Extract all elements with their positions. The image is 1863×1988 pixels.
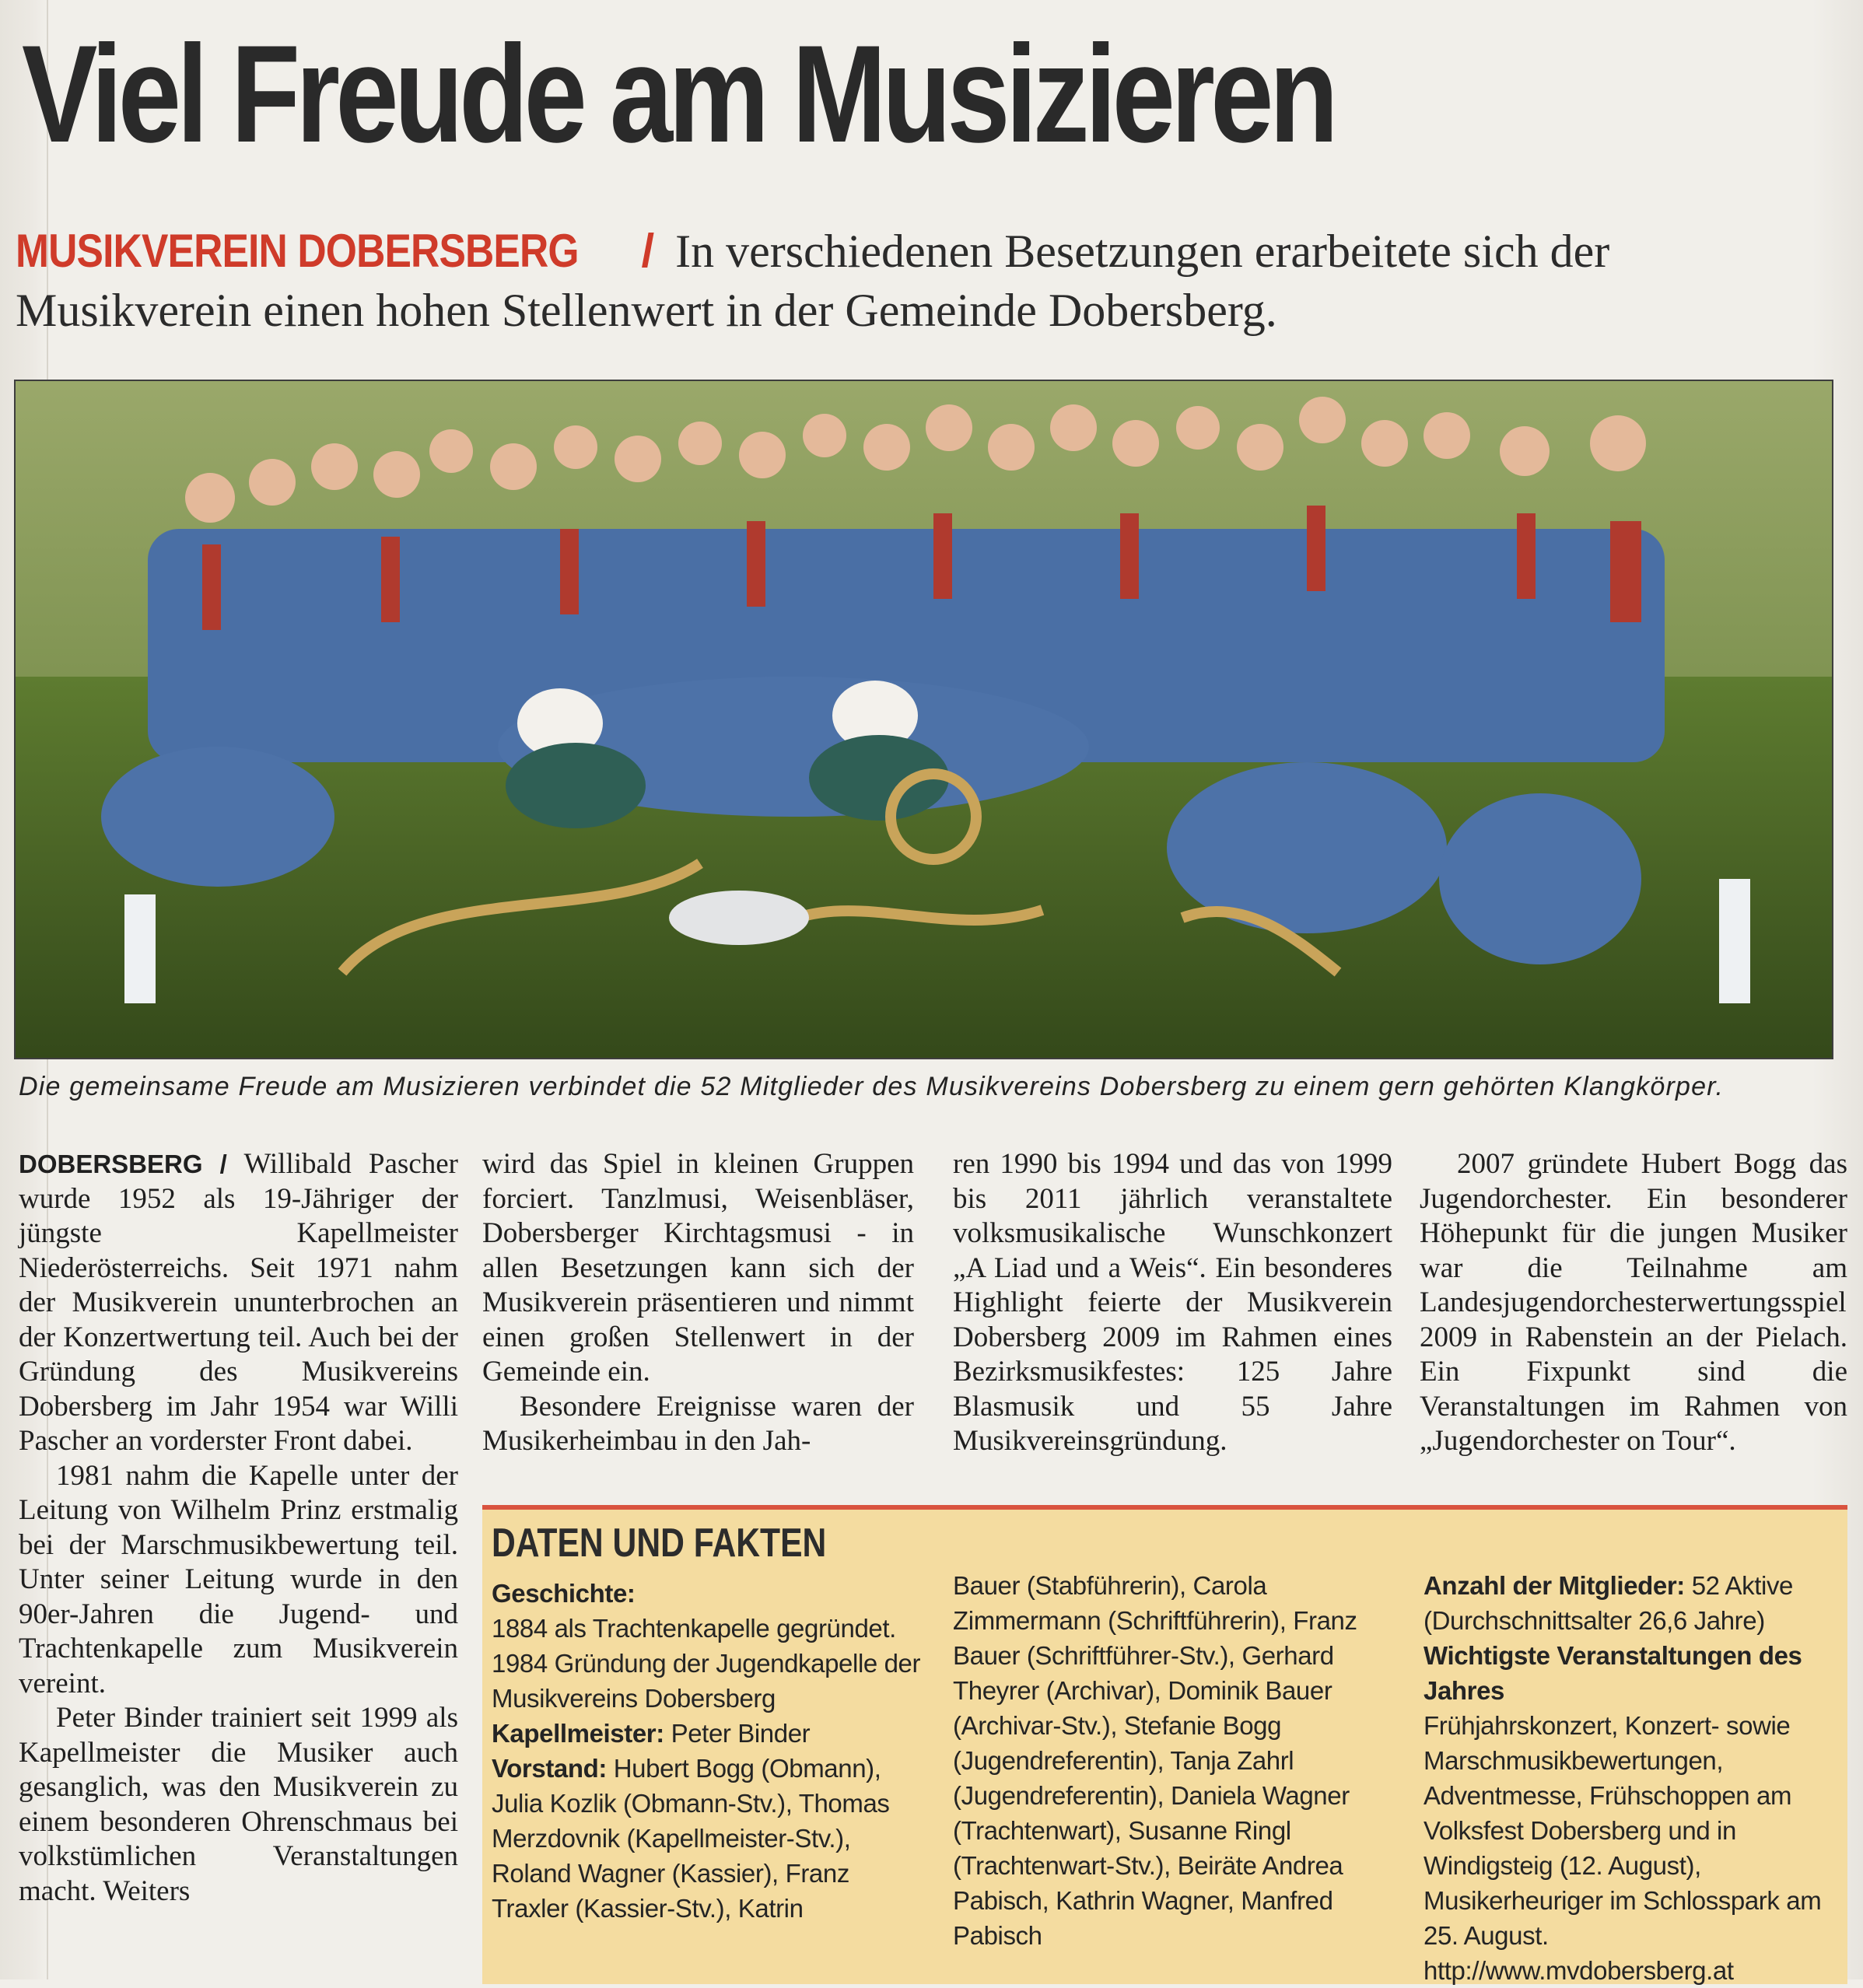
article-column-1 bbox=[19, 1147, 458, 1909]
article-column-3 bbox=[953, 1147, 1392, 1459]
article-paragraph: Besondere Ereignisse waren der Musikerheimbau in den Jah- bbox=[482, 1390, 914, 1457]
kapellmeister-label: Kapellmeister: bbox=[492, 1719, 664, 1748]
photo-illustration bbox=[16, 381, 1832, 1058]
article-column-2 bbox=[482, 1147, 914, 1459]
drum bbox=[669, 891, 809, 945]
photo-caption: Die gemeinsame Freude am Musizieren verbindet die 52 Mitglieder des Musikvereins Dobersberg zu einem gern gehörten Klangkörper. bbox=[19, 1072, 1725, 1101]
vorstand-label: Vorstand: bbox=[492, 1754, 607, 1783]
facts-title: DATEN UND FAKTEN bbox=[492, 1521, 827, 1566]
article-paragraph: Willibald Pascher wurde 1952 als 19-Jähriger der jüngste Kapellmeister Niederösterreichs. Seit 1971 nahm der Musikverein ununterbrochen an der Konzertwertung teil. Auch bei der Gründung des Musikvereins Dobersberg im Jahr 1954 war Willi Pascher an vorderster Front dabei. bbox=[19, 1148, 458, 1457]
article-column-4 bbox=[1420, 1147, 1847, 1459]
group-photo bbox=[14, 380, 1833, 1059]
geschichte-entry: 1884 als Trachtenkapelle gegründet. bbox=[492, 1614, 896, 1643]
geschichte-entry: 1984 Gründung der Jugendkapelle der Musikvereins Dobersberg bbox=[492, 1649, 921, 1713]
article-paragraph: wird das Spiel in kleinen Gruppen forciert. Tanzlmusi, Weisenbläser, Dobersberger Kirchtagsmusi - in allen Besetzungen kann sich der Musikverein präsentieren und nimmt einen großen Stellenwert in der Gemeinde ein. bbox=[482, 1148, 914, 1388]
article-paragraph: 2007 gründete Hubert Bogg das Jugendorchester. Ein besonderer Höhepunkt für die jungen Musiker war die Teilnahme am Landesjugendorchesterwertungsspiel 2009 in Rabenstein an der Pielach. Ein Fixpunkt sind die Veranstaltungen im Rahmen von „Jugendorchester on Tour“. bbox=[1420, 1148, 1847, 1457]
veranstaltungen-value: Frühjahrskonzert, Konzert- sowie Marschmusikbewertungen, Adventmesse, Frühschoppen am Volksfest Dobersberg und in Windigsteig (12. August), Musikerheuriger im Schlosspark am 25. August. http://www.mvdobersberg.at bbox=[1424, 1711, 1822, 1985]
vorstand-value-continued: Bauer (Stabführerin), Carola Zimmermann (Schriftführerin), Franz Bauer (Schriftführer-Stv.), Gerhard Theyrer (Archivar), Dominik Bauer (Archivar-Stv.), Stefanie Bogg (Jugendreferentin), Tanja Zahrl (Jugendreferentin), Daniela Wagner (Trachtenwart), Susanne Ringl (Trachtenwart-Stv.), Beiräte Andrea Pabisch, Kathrin Wagner, Manfred Pabisch bbox=[953, 1571, 1357, 1950]
subhead-text: In verschiedenen Besetzungen erarbeitete sich der Musikverein einen hohen Stellenwert in der Gemeinde Dobersberg. bbox=[16, 226, 1610, 336]
facts-box bbox=[482, 1505, 1847, 1984]
mitglieder-value: 52 Aktive (Durchschnittsalter 26,6 Jahre) bbox=[1424, 1571, 1794, 1635]
veranstaltungen-label: Wichtigste Veranstaltungen des Jahres bbox=[1424, 1641, 1802, 1705]
dateline: DOBERSBERG / bbox=[19, 1150, 227, 1178]
geschichte-label: Geschichte: bbox=[492, 1579, 636, 1608]
facts-column-2 bbox=[953, 1568, 1396, 1953]
article-paragraph: Peter Binder trainiert seit 1999 als Kapellmeister die Musiker auch gesanglich, was den Musikverein zu einem besonderen Ohrenschmaus bei volkstümlichen Veranstaltungen macht. Weiters bbox=[19, 1702, 458, 1907]
mitglieder-label: Anzahl der Mitglieder: bbox=[1424, 1571, 1685, 1600]
facts-column-3 bbox=[1424, 1568, 1844, 1988]
kicker: MUSIKVEREIN DOBERSBERG bbox=[16, 225, 579, 277]
article-paragraph: ren 1990 bis 1994 und das von 1999 bis 2011 jährlich veranstaltete volksmusikalische Wunschkonzert „A Liad und a Weis“. Ein besonderes Highlight feierte der Musikverein Dobersberg 2009 im Rahmen eines Bezirksmusikfestes: 125 Jahre Blasmusik und 55 Jahre Musikvereinsgründung. bbox=[953, 1148, 1392, 1457]
headline: Viel Freude am Musizieren bbox=[22, 16, 1335, 171]
kapellmeister-value: Peter Binder bbox=[671, 1719, 811, 1748]
subheadline bbox=[16, 222, 1836, 340]
article-paragraph: 1981 nahm die Kapelle unter der Leitung von Wilhelm Prinz erstmalig bei der Marschmusikbewertung teil. Unter seiner Leitung wurde in den 90er-Jahren die Jugend- und Trachtenkapelle zum Musikverein vereint. bbox=[19, 1459, 458, 1699]
facts-column-1 bbox=[492, 1576, 927, 1926]
vorstand-value: Hubert Bogg (Obmann), Julia Kozlik (Obmann-Stv.), Thomas Merzdovnik (Kapellmeister-Stv.), Roland Wagner (Kassier), Franz Traxler (Kassier-Stv.), Katrin bbox=[492, 1754, 890, 1923]
kicker-separator: / bbox=[641, 225, 655, 277]
